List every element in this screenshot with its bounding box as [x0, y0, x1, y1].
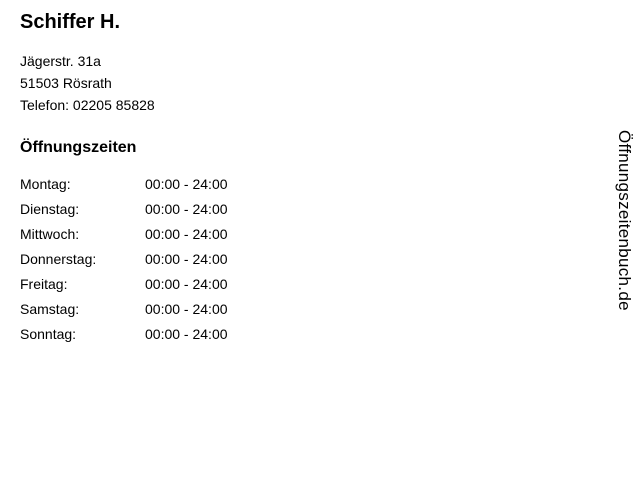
page-title: Schiffer H. [20, 11, 121, 33]
opening-hours-heading: Öffnungszeiten [20, 139, 137, 156]
day-hours: 00:00 - 24:00 [145, 176, 228, 192]
table-row [20, 201, 228, 226]
table-row [20, 176, 228, 201]
day-hours: 00:00 - 24:00 [145, 301, 228, 317]
day-label: Freitag: [20, 276, 68, 292]
day-hours: 00:00 - 24:00 [145, 251, 228, 267]
day-label: Montag: [20, 176, 71, 192]
day-label: Donnerstag: [20, 251, 97, 267]
address-city: 51503 Rösrath [20, 75, 112, 91]
day-hours: 00:00 - 24:00 [145, 201, 228, 217]
day-hours: 00:00 - 24:00 [145, 226, 228, 242]
table-row [20, 251, 228, 276]
watermark-label: Öffnungszeitenbuch.de [615, 130, 634, 311]
table-row [20, 301, 228, 326]
day-label: Mittwoch: [20, 226, 80, 242]
business-info-block [20, 10, 580, 351]
table-row [20, 276, 228, 301]
day-label: Dienstag: [20, 201, 80, 217]
address-street: Jägerstr. 31a [20, 53, 101, 69]
phone-number: Telefon: 02205 85828 [20, 97, 155, 113]
table-row [20, 226, 228, 251]
day-label: Sonntag: [20, 326, 77, 342]
day-hours: 00:00 - 24:00 [145, 326, 228, 342]
day-label: Samstag: [20, 301, 80, 317]
table-row [20, 326, 228, 351]
day-hours: 00:00 - 24:00 [145, 276, 228, 292]
opening-hours-table [20, 176, 228, 351]
